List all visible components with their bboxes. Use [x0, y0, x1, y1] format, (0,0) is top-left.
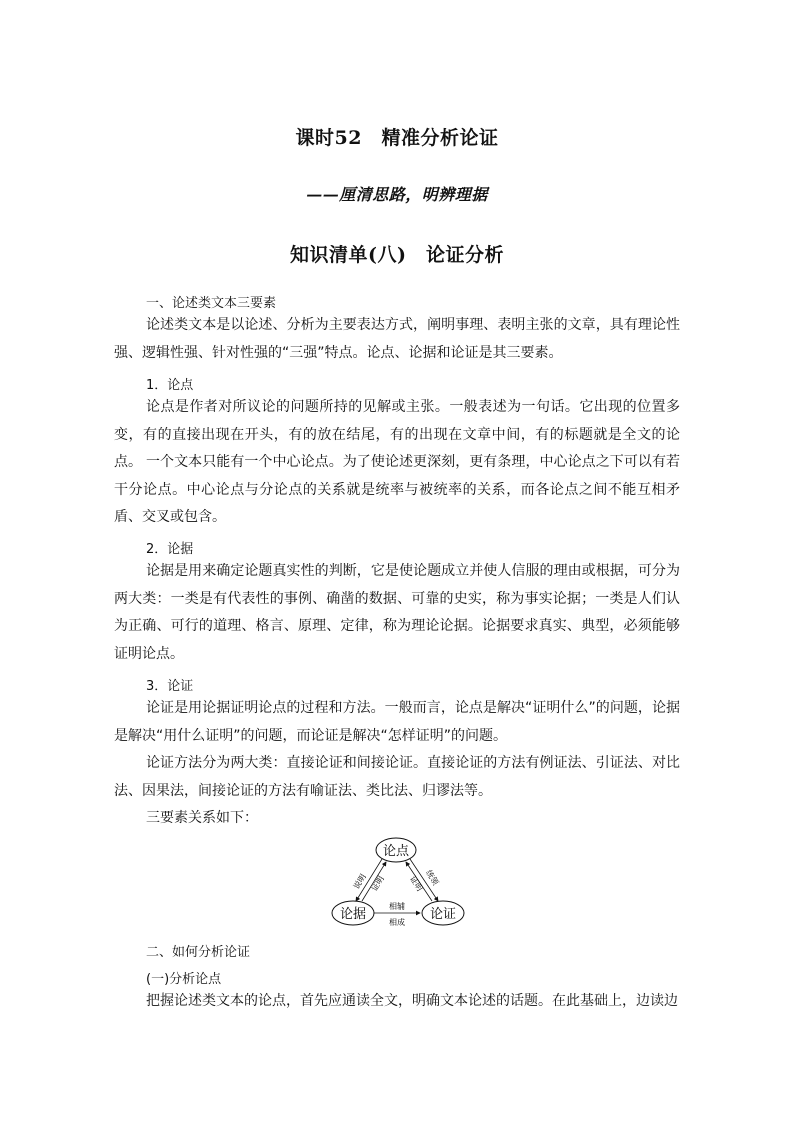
heading-analyze-point: (一)分析论点 [146, 972, 222, 987]
node-left-label: 论据 [339, 907, 367, 922]
paragraph-relation: 三要素关系如下： [146, 810, 258, 826]
label-right-inner: 证明 [408, 874, 425, 893]
three-elements-diagram [326, 833, 466, 933]
paragraph-argument-point-b: 一个文本只能有一个中心论点。为了使论述更深刻，更有条理，中心论点之下可以有若干分论点。中心论点与分论点的关系就是统率与被统率的关系，而各论点之间不能互相矛盾、交叉或包含。 [114, 454, 680, 525]
lesson-subtitle: ——厘清思路，明辨理据 [306, 185, 488, 204]
heading-how-to-analyze: 二、如何分析论证 [146, 945, 251, 960]
paragraph-reasoning-b: 论证方法分为两大类：直接论证和间接论证。直接论证的方法有例证法、引证法、对比法、因果法，间接论证的方法有喻证法、类比法、归谬法等。 [114, 755, 680, 799]
paragraph-argument-point-a: 论点是作者对所议论的问题所持的见解或主张。一般表述为一句话。它出现的位置多变，有的直接出现在开头，有的放在结尾，有的出现在文章中间，有的标题就是全文的论点。 [114, 399, 680, 470]
label-bottom-bottom: 相成 [389, 918, 405, 927]
heading-reasoning: 3．论证 [146, 679, 194, 694]
heading-argument-point: 1．论点 [146, 378, 194, 393]
node-right-label: 论证 [429, 907, 457, 922]
lesson-title: 课时52 精准分析论证 [295, 127, 499, 149]
paragraph-intro: 论述类文本是以论述、分析为主要表达方式，阐明事理、表明主张的文章，具有理论性强、逻辑性强、针对性强的“三强”特点。论点、论据和论证是其三要素。 [114, 317, 680, 361]
section-title: 知识清单(八) 论证分析 [290, 244, 504, 266]
paragraph-reasoning-a: 论证是用论据证明论点的过程和方法。一般而言，论点是解决“证明什么”的问题，论据是解决“用什么证明”的问题，而论证是解决“怎样证明”的问题。 [114, 700, 680, 744]
node-top-label: 论点 [382, 844, 410, 859]
label-bottom-top: 相辅 [389, 902, 405, 911]
label-right-outer: 统领 [424, 868, 441, 887]
label-left-inner: 证明 [369, 874, 386, 893]
paragraph-analyze-point: 把握论述类文本的论点，首先应通读全文，明确文本论述的话题。在此基础上，边读边 [146, 993, 678, 1009]
label-left-outer: 说明 [351, 872, 368, 891]
heading-three-elements: 一、论述类文本三要素 [146, 296, 277, 311]
heading-evidence: 2．论据 [146, 542, 194, 557]
paragraph-evidence: 论据是用来确定论题真实性的判断，它是使论题成立并使人信服的理由或根据，可分为两大类：一类是有代表性的事例、确凿的数据、可靠的史实，称为事实论据；一类是人们认为正确、可行的道理、格言、原理、定律，称为理论论据。论据要求真实、典型，必须能够证明论点。 [114, 563, 680, 662]
